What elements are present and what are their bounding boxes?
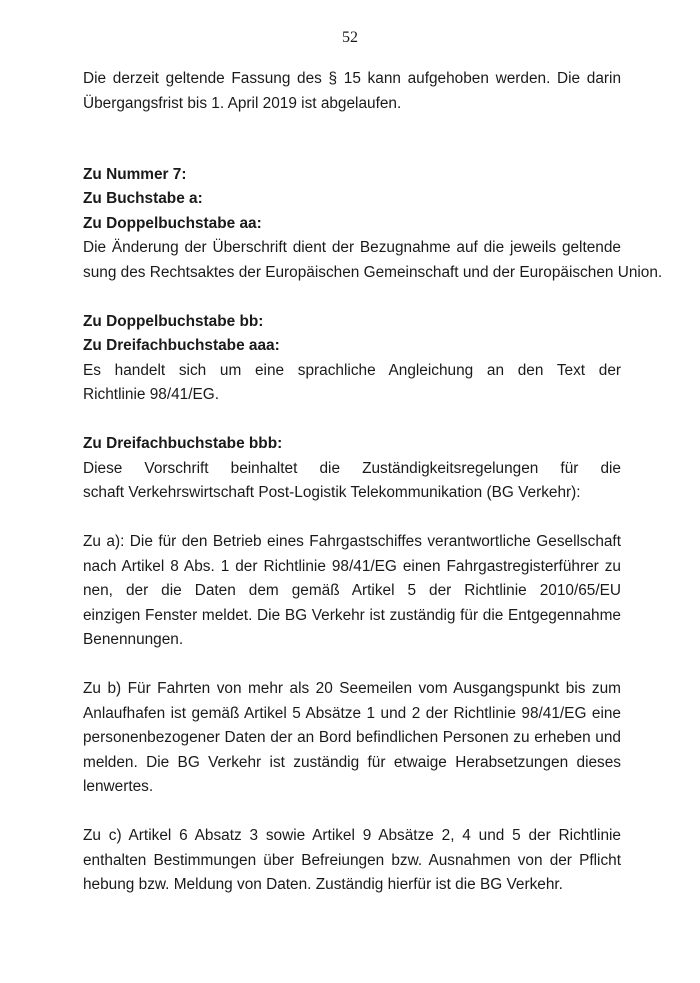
text-line: personenbezogener Daten der an Bord befindlichen Personen zu erheben und [83, 729, 621, 746]
section-heading: Zu Doppelbuchstabe bb: [83, 312, 264, 330]
text-line: Diese Vorschrift beinhaltet die Zuständigkeitsregelungen für die [83, 459, 621, 477]
paragraph-zu-c [83, 824, 621, 898]
text-line: nen, der die Daten dem gemäß Artikel 5 der Richtlinie 2010/65/EU [83, 582, 621, 599]
text-line: Anlaufhafen ist gemäß Artikel 5 Absätze 1 und 2 der Richtlinie 98/41/EG eine [83, 704, 621, 722]
section-heading: Zu Buchstabe a: [83, 190, 203, 207]
text-line: Benennungen. [83, 631, 184, 648]
paragraph-zu-a [83, 530, 621, 653]
paragraph-zu-b [83, 677, 621, 800]
section-doppelbuchstabe-bb [83, 310, 621, 408]
text-line: Die Änderung der Überschrift dient der Bezugnahme auf die jeweils geltende [83, 239, 621, 256]
text-line: schaft Verkehrswirtschaft Post-Logistik Telekommunikation (BG Verkehr): [83, 484, 581, 501]
text-line: hebung bzw. Meldung von Daten. Zuständig hierfür ist die BG Verkehr. [83, 876, 563, 893]
text-line: melden. Die BG Verkehr ist zuständig für etwaige Herabsetzungen dieses [83, 753, 621, 771]
text-line: lenwertes. [83, 778, 154, 795]
text-line: nach Artikel 8 Abs. 1 der Richtlinie 98/41/EG einen Fahrgastregisterführer zu [83, 557, 621, 575]
text-line: Zu b) Für Fahrten von mehr als 20 Seemeilen vom Ausgangspunkt bis zum [83, 680, 621, 697]
section-heading: Zu Dreifachbuchstabe bbb: [83, 435, 283, 452]
text-line: einzigen Fenster meldet. Die BG Verkehr ist zuständig für die Entgegennahme [83, 606, 621, 624]
paragraph-intro [83, 67, 621, 116]
text-line: Es handelt sich um eine sprachliche Angleichung an den Text der [83, 361, 621, 379]
section-heading: Zu Nummer 7: [83, 165, 187, 183]
text-line: Richtlinie 98/41/EG. [83, 386, 220, 403]
page-number: 52 [342, 29, 358, 46]
section-nummer-7 [83, 163, 663, 286]
text-line: Zu c) Artikel 6 Absatz 3 sowie Artikel 9 Absätze 2, 4 und 5 der Richtlinie [83, 827, 621, 844]
document-body [83, 67, 663, 898]
text-line: Die derzeit geltende Fassung des § 15 kann aufgehoben werden. Die darin [83, 70, 621, 87]
section-heading: Zu Doppelbuchstabe aa: [83, 214, 262, 232]
section-dreifachbuchstabe-bbb [83, 432, 621, 506]
text-line: sung des Rechtsaktes der Europäischen Gemeinschaft und der Europäischen Union. [83, 263, 663, 281]
text-line: enthalten Bestimmungen über Befreiungen bzw. Ausnahmen von der Pflicht [83, 851, 621, 869]
text-line: Übergangsfrist bis 1. April 2019 ist abgelaufen. [83, 94, 402, 112]
section-heading: Zu Dreifachbuchstabe aaa: [83, 337, 280, 354]
text-line: Zu a): Die für den Betrieb eines Fahrgastschiffes verantwortliche Gesellschaft [83, 533, 621, 550]
